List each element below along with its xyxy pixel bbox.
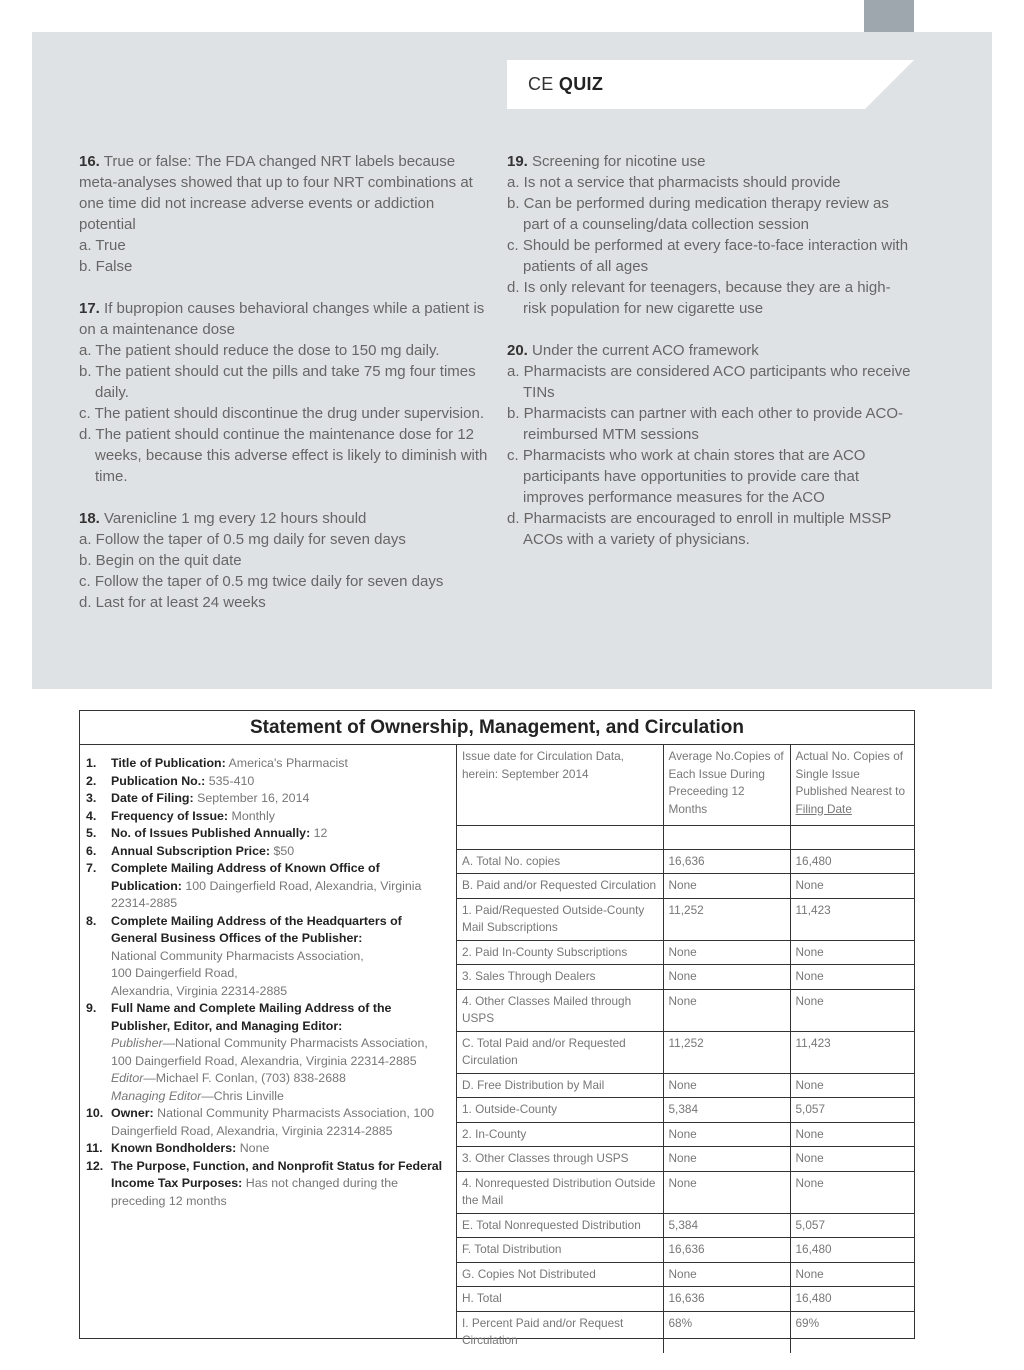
statement-item bbox=[86, 773, 450, 791]
row-average: None bbox=[663, 1262, 790, 1287]
statement-item bbox=[86, 1140, 450, 1158]
question-text: Varenicline 1 mg every 12 hours should bbox=[104, 510, 367, 527]
answer-option: a. The patient should reduce the dose to 150 mg daily. bbox=[79, 342, 440, 359]
item-number: 9. bbox=[86, 1001, 97, 1015]
question-19 bbox=[507, 151, 912, 319]
question-number: 20. bbox=[507, 342, 528, 359]
answer-option: d. The patient should continue the maintenance dose for 12 weeks, because this adverse effect is likely to diminish with time. bbox=[79, 426, 488, 485]
answer-option: b. Can be performed during medication therapy review as part of a counseling/data collection session bbox=[507, 195, 889, 233]
row-average: None bbox=[663, 874, 790, 899]
question-16 bbox=[79, 151, 489, 277]
question-number: 17. bbox=[79, 300, 100, 317]
statement-item bbox=[86, 825, 450, 843]
row-label: B. Paid and/or Requested Circulation bbox=[457, 874, 663, 899]
answer-option: a. Is not a service that pharmacists should provide bbox=[507, 174, 841, 191]
table-row bbox=[457, 849, 914, 874]
item-label: Known Bondholders: bbox=[111, 1141, 237, 1155]
table-row bbox=[457, 1098, 914, 1123]
header-cell-issue-date: Issue date for Circulation Data, herein: September 2014 bbox=[457, 745, 663, 825]
publisher-value: —National Community Pharmacists Association, 100 Daingerfield Road, Alexandria, Virginia 22314-2885 bbox=[111, 1036, 428, 1068]
row-average: None bbox=[663, 1147, 790, 1172]
row-actual: None bbox=[790, 1073, 914, 1098]
row-label: 3. Sales Through Dealers bbox=[457, 965, 663, 990]
item-label: Complete Mailing Address of Known Office of Publication: bbox=[111, 861, 380, 893]
table-row bbox=[457, 1287, 914, 1312]
item-label: Owner: bbox=[111, 1106, 154, 1120]
row-average: None bbox=[663, 965, 790, 990]
item-number: 1. bbox=[86, 756, 97, 770]
row-label: 3. Other Classes through USPS bbox=[457, 1147, 663, 1172]
statement-item bbox=[86, 790, 450, 808]
question-stem bbox=[79, 298, 489, 340]
row-label: A. Total No. copies bbox=[457, 849, 663, 874]
row-label: 4. Other Classes Mailed through USPS bbox=[457, 989, 663, 1031]
question-stem bbox=[79, 151, 489, 235]
row-average: None bbox=[663, 989, 790, 1031]
statement-item bbox=[86, 755, 450, 773]
statement-item bbox=[86, 913, 450, 1001]
row-average: 68% bbox=[663, 1311, 790, 1353]
item-number: 12. bbox=[86, 1158, 104, 1173]
answer-option: a. True bbox=[79, 237, 126, 254]
item-number: 11. bbox=[86, 1141, 103, 1155]
item-label: Title of Publication: bbox=[111, 756, 226, 770]
answer-option: d. Last for at least 24 weeks bbox=[79, 594, 266, 611]
section-title bbox=[528, 74, 603, 95]
statement-title: Statement of Ownership, Management, and Circulation bbox=[80, 711, 914, 745]
item-label: Annual Subscription Price: bbox=[111, 843, 271, 858]
row-average: 16,636 bbox=[663, 1287, 790, 1312]
item-value: National Community Pharmacists Association, 100 Daingerfield Road, Alexandria, Virginia 22314-2885 bbox=[111, 1106, 434, 1138]
row-actual: 16,480 bbox=[790, 849, 914, 874]
question-18 bbox=[79, 508, 489, 613]
quiz-column-left bbox=[79, 151, 489, 634]
row-label: H. Total bbox=[457, 1287, 663, 1312]
question-stem bbox=[79, 508, 489, 529]
table-row bbox=[457, 874, 914, 899]
row-label: 1. Outside-County bbox=[457, 1098, 663, 1123]
question-stem bbox=[507, 340, 912, 361]
row-actual: None bbox=[790, 1147, 914, 1172]
row-actual: 5,057 bbox=[790, 1213, 914, 1238]
row-actual: 69% bbox=[795, 1315, 820, 1330]
managing-editor-role: Managing Editor bbox=[111, 1088, 202, 1103]
item-value: Has not changed during the preceding 12 months bbox=[111, 1176, 398, 1208]
row-average: 11,252 bbox=[663, 898, 790, 940]
table-row bbox=[457, 1213, 914, 1238]
answer-option: b. False bbox=[79, 258, 133, 275]
row-actual: 5,057 bbox=[790, 1098, 914, 1123]
header-cell-average: Average No.Copies of Each Issue During Preceeding 12 Months bbox=[663, 745, 790, 825]
statement-item bbox=[86, 860, 450, 913]
question-text: Screening for nicotine use bbox=[532, 153, 706, 170]
question-20 bbox=[507, 340, 912, 550]
row-label: 2. Paid In-County Subscriptions bbox=[457, 940, 663, 965]
statement-item bbox=[86, 1158, 450, 1211]
item-value: National Community Pharmacists Association, bbox=[111, 948, 364, 963]
row-average: 16,636 bbox=[663, 849, 790, 874]
header-actual-text: Actual No. Copies of Single Issue Published Nearest to bbox=[795, 749, 906, 798]
question-number: 16. bbox=[79, 153, 100, 170]
answer-option: c. Pharmacists who work at chain stores that are ACO participants have opportunities to provide care that improves performance measures for the ACO bbox=[507, 447, 866, 506]
statement-item bbox=[86, 808, 450, 826]
item-label: Publication No.: bbox=[111, 773, 206, 788]
row-actual: None bbox=[790, 989, 914, 1031]
statement-item bbox=[86, 1105, 450, 1140]
row-average: None bbox=[663, 1171, 790, 1213]
answer-option: d. Pharmacists are encouraged to enroll in multiple MSSP ACOs with a variety of physicians. bbox=[507, 510, 892, 548]
row-average: None bbox=[663, 1122, 790, 1147]
item-number: 8. bbox=[86, 913, 97, 928]
item-label: Full Name and Complete Mailing Address of the Publisher, Editor, and Managing Editor: bbox=[111, 1001, 392, 1033]
item-number: 5. bbox=[86, 826, 97, 840]
item-number: 4. bbox=[86, 808, 97, 823]
item-value: America's Pharmacist bbox=[228, 756, 348, 770]
row-label: E. Total Nonrequested Distribution bbox=[457, 1213, 663, 1238]
row-actual: None bbox=[790, 1262, 914, 1287]
ownership-statement bbox=[79, 710, 915, 1347]
answer-option: a. Follow the taper of 0.5 mg daily for seven days bbox=[79, 531, 406, 548]
section-title-prefix: CE bbox=[528, 74, 554, 94]
editor-value: —Michael F. Conlan, (703) 838-2688 bbox=[143, 1071, 346, 1085]
table-row bbox=[457, 1031, 914, 1073]
row-label: G. Copies Not Distributed bbox=[457, 1262, 663, 1287]
item-value: None bbox=[239, 1141, 270, 1155]
header-cell-actual bbox=[790, 745, 914, 825]
row-label: 2. In-County bbox=[457, 1122, 663, 1147]
table-row bbox=[457, 1073, 914, 1098]
statement-body bbox=[80, 745, 914, 1347]
row-average: None bbox=[663, 940, 790, 965]
item-number: 3. bbox=[86, 791, 97, 805]
answer-option: d. Is only relevant for teenagers, because they are a high-risk population for new cigarette use bbox=[507, 279, 891, 317]
row-label: 4. Nonrequested Distribution Outside the Mail bbox=[457, 1171, 663, 1213]
section-title-main: QUIZ bbox=[558, 74, 604, 94]
answer-option: c. Should be performed at every face-to-face interaction with patients of all ages bbox=[507, 237, 909, 275]
statement-item bbox=[86, 1000, 450, 1105]
table-row bbox=[457, 898, 914, 940]
managing-editor-value: —Chris Linville bbox=[201, 1088, 284, 1103]
row-actual: 11,423 bbox=[790, 898, 914, 940]
row-average: 16,636 bbox=[663, 1238, 790, 1263]
item-value: 100 Daingerfield Road, bbox=[111, 966, 238, 980]
row-actual: 11,423 bbox=[790, 1031, 914, 1073]
row-label: F. Total Distribution bbox=[457, 1238, 663, 1263]
question-text: True or false: The FDA changed NRT labels because meta-analyses showed that up to four NRT combinations at one time did not increase adverse events or addiction potential bbox=[79, 153, 473, 233]
item-value: September 16, 2014 bbox=[197, 791, 310, 805]
item-value: 100 Daingerfield Road, Alexandria, Virginia 22314-2885 bbox=[111, 878, 422, 910]
row-label: D. Free Distribution by Mail bbox=[457, 1073, 663, 1098]
row-average: 5,384 bbox=[663, 1098, 790, 1123]
row-label: 1. Paid/Requested Outside-County Mail Subscriptions bbox=[457, 898, 663, 940]
item-value: Monthly bbox=[231, 808, 275, 823]
item-value: Alexandria, Virginia 22314-2885 bbox=[111, 983, 288, 998]
row-average: 5,384 bbox=[663, 1213, 790, 1238]
row-average: 11,252 bbox=[663, 1031, 790, 1073]
section-header bbox=[507, 60, 914, 109]
item-number: 2. bbox=[86, 773, 97, 788]
publisher-role: Publisher bbox=[111, 1036, 163, 1050]
item-label: Complete Mailing Address of the Headquarters of General Business Offices of the Publisher: bbox=[111, 913, 402, 945]
answer-option: b. Pharmacists can partner with each other to provide ACO-reimbursed MTM sessions bbox=[507, 405, 904, 443]
row-actual: None bbox=[790, 965, 914, 990]
item-number: 10. bbox=[86, 1106, 104, 1120]
statement-items bbox=[80, 745, 457, 1338]
table-row bbox=[457, 989, 914, 1031]
item-label: No. of Issues Published Annually: bbox=[111, 826, 311, 840]
table-row bbox=[457, 1147, 914, 1172]
quiz-column-right bbox=[507, 151, 912, 571]
row-label: C. Total Paid and/or Requested Circulation bbox=[457, 1031, 663, 1073]
table-row bbox=[457, 1171, 914, 1213]
circulation-table bbox=[457, 745, 914, 1353]
item-value: 535-410 bbox=[208, 773, 255, 788]
item-value: $50 bbox=[273, 843, 295, 858]
table-row bbox=[457, 940, 914, 965]
row-average: None bbox=[663, 1073, 790, 1098]
question-stem bbox=[507, 151, 912, 172]
table-header-row bbox=[457, 745, 914, 825]
table-row bbox=[457, 965, 914, 990]
row-actual: 16,480 bbox=[790, 1238, 914, 1263]
row-label: I. Percent Paid and/or Request Circulation bbox=[457, 1311, 663, 1353]
row-actual: None bbox=[790, 874, 914, 899]
table-row bbox=[457, 1311, 914, 1353]
item-number: 6. bbox=[86, 843, 97, 858]
table-row bbox=[457, 1262, 914, 1287]
answer-option: a. Pharmacists are considered ACO participants who receive TINs bbox=[507, 363, 911, 401]
answer-option: c. The patient should discontinue the drug under supervision. bbox=[79, 405, 484, 422]
question-text: Under the current ACO framework bbox=[532, 342, 759, 359]
item-label: Frequency of Issue: bbox=[111, 808, 229, 823]
table-row bbox=[457, 1122, 914, 1147]
question-number: 19. bbox=[507, 153, 528, 170]
row-actual: None bbox=[790, 1171, 914, 1213]
answer-option: b. Begin on the quit date bbox=[79, 552, 242, 569]
item-label: The Purpose, Function, and Nonprofit Status for Federal Income Tax Purposes: bbox=[111, 1158, 443, 1190]
row-actual: None bbox=[790, 940, 914, 965]
editor-role: Editor bbox=[111, 1071, 144, 1085]
item-value: 12 bbox=[313, 826, 328, 840]
table-spacer-row bbox=[457, 825, 914, 849]
row-actual: 16,480 bbox=[790, 1287, 914, 1312]
statement-item bbox=[86, 843, 450, 861]
header-actual-filing-date: Filing Date bbox=[795, 801, 852, 816]
answer-option: c. Follow the taper of 0.5 mg twice daily for seven days bbox=[79, 573, 444, 590]
question-number: 18. bbox=[79, 510, 100, 527]
answer-option: b. The patient should cut the pills and take 75 mg four times daily. bbox=[79, 363, 476, 401]
question-17 bbox=[79, 298, 489, 487]
table-row bbox=[457, 1238, 914, 1263]
question-text: If bupropion causes behavioral changes while a patient is on a maintenance dose bbox=[79, 300, 485, 338]
row-actual: None bbox=[790, 1122, 914, 1147]
item-label: Date of Filing: bbox=[111, 791, 194, 805]
item-number: 7. bbox=[86, 861, 97, 875]
